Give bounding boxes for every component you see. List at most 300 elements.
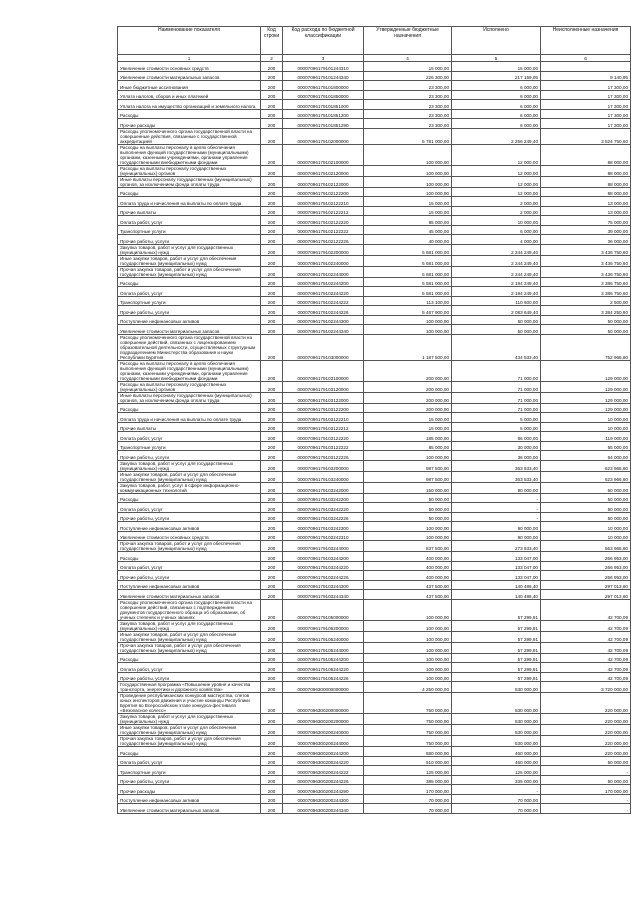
executed-amount-cell: 217 159,05 bbox=[452, 71, 541, 81]
table-row bbox=[118, 620, 631, 631]
budget-execution-table bbox=[117, 26, 631, 814]
table-row bbox=[118, 503, 631, 513]
indicator-name-cell: Увеличение стоимости материальных запасов bbox=[118, 804, 261, 814]
executed-amount-cell: 71 000,00 bbox=[452, 360, 541, 381]
table-row bbox=[118, 599, 631, 620]
executed-amount-cell: 57 299,91 bbox=[452, 672, 541, 682]
budget-code-cell: 00007096179103100000 bbox=[283, 360, 364, 381]
remaining-amount-cell: 220 000,00 bbox=[541, 747, 631, 757]
approved-amount-cell: 100 000,00 bbox=[364, 144, 452, 165]
line-code-cell: 200 bbox=[261, 682, 283, 693]
approved-amount-cell: 750 000,00 bbox=[364, 736, 452, 747]
table-row bbox=[118, 119, 631, 129]
approved-amount-cell: 437 500,00 bbox=[364, 580, 452, 590]
approved-amount-cell: 100 000,00 bbox=[364, 531, 452, 541]
executed-amount-cell: 335 000,00 bbox=[452, 775, 541, 785]
remaining-amount-cell: 50 000,00 bbox=[541, 512, 631, 522]
remaining-amount-cell: 129 000,00 bbox=[541, 360, 631, 381]
table-row bbox=[118, 176, 631, 187]
executed-amount-cell: 50 000,00 bbox=[452, 315, 541, 325]
table-row bbox=[118, 315, 631, 325]
line-code-cell: 200 bbox=[261, 512, 283, 522]
budget-code-cell: 00007096300200200000 bbox=[283, 714, 364, 725]
indicator-name-cell: Расходы уполномоченного органа государственной власти на совершенные действия, связанные с государственной аккредитацией bbox=[118, 128, 261, 144]
column-number: 2 bbox=[261, 55, 283, 62]
indicator-name-cell: Прочие работы, услуги bbox=[118, 235, 261, 245]
table-row bbox=[118, 693, 631, 714]
table-row bbox=[118, 81, 631, 91]
executed-amount-cell: 530 000,00 bbox=[452, 725, 541, 736]
executed-amount-cell: 6 000,00 bbox=[452, 90, 541, 100]
header-remaining: Неисполненные назначения bbox=[541, 27, 631, 55]
budget-code-cell: 00007096300200000000 bbox=[283, 693, 364, 714]
approved-amount-cell: 100 000,00 bbox=[364, 599, 452, 620]
indicator-name-cell: Поступление нефинансовых активов bbox=[118, 580, 261, 590]
executed-amount-cell: 57 299,91 bbox=[452, 631, 541, 642]
budget-code-cell: 00007096179103244226 bbox=[283, 571, 364, 581]
indicator-name-cell: Увеличение стоимости материальных запасов bbox=[118, 71, 261, 81]
indicator-name-cell: Закупка товаров, работ и услуг для государственных (муниципальных) нужд bbox=[118, 620, 261, 631]
remaining-amount-cell: 9 140,95 bbox=[541, 71, 631, 81]
approved-amount-cell: 23 300,00 bbox=[364, 109, 452, 119]
approved-amount-cell: 5 681 000,00 bbox=[364, 266, 452, 277]
approved-amount-cell: 170 000,00 bbox=[364, 785, 452, 795]
line-code-cell: 200 bbox=[261, 736, 283, 747]
line-code-cell: 200 bbox=[261, 747, 283, 757]
budget-code-cell: 00007096179102100000 bbox=[283, 144, 364, 165]
budget-code-cell: 00007096300200244226 bbox=[283, 775, 364, 785]
indicator-name-cell: Увеличение стоимости материальных запасов bbox=[118, 590, 261, 600]
table-row bbox=[118, 482, 631, 493]
remaining-amount-cell: 266 953,00 bbox=[541, 552, 631, 562]
indicator-name-cell: Расходы уполномоченного органа государственной власти на совершение действий, связанных с подтверждением документов государственного образца об образовании, об ученых степенях и ученых званиях bbox=[118, 599, 261, 620]
header-executed: Исполнено bbox=[452, 27, 541, 55]
line-code-cell: 200 bbox=[261, 552, 283, 562]
remaining-amount-cell: 266 953,00 bbox=[541, 561, 631, 571]
executed-amount-cell: 57 299,91 bbox=[452, 653, 541, 663]
remaining-amount-cell: 75 000,00 bbox=[541, 216, 631, 226]
budget-code-cell: 00007096179102122220 bbox=[283, 216, 364, 226]
budget-code-cell: 00007096179105240000 bbox=[283, 631, 364, 642]
table-row bbox=[118, 187, 631, 197]
table-row bbox=[118, 663, 631, 673]
executed-amount-cell: 57 299,91 bbox=[452, 620, 541, 631]
remaining-amount-cell: 55 000,00 bbox=[541, 441, 631, 451]
indicator-name-cell: Увеличение стоимости основных средств bbox=[118, 531, 261, 541]
line-code-cell: 200 bbox=[261, 471, 283, 482]
indicator-name-cell: Иные закупки товаров, работ и услуг для обеспечения государственных (муниципальных) нужд bbox=[118, 255, 261, 266]
approved-amount-cell: 185 000,00 bbox=[364, 432, 452, 442]
executed-amount-cell: 2 244 249,40 bbox=[452, 244, 541, 255]
budget-code-cell: 00007096179103122222 bbox=[283, 441, 364, 451]
remaining-amount-cell: 129 000,00 bbox=[541, 381, 631, 392]
remaining-amount-cell: 297 013,60 bbox=[541, 590, 631, 600]
indicator-name-cell: Закупка товаров, работ и услуг для государственных (муниципальных) нужд bbox=[118, 460, 261, 471]
line-code-cell: 200 bbox=[261, 503, 283, 513]
executed-amount-cell: 57 299,91 bbox=[452, 642, 541, 653]
column-number: 4 bbox=[364, 55, 452, 62]
approved-amount-cell: 5 781 000,00 bbox=[364, 128, 452, 144]
indicator-name-cell: Оплата работ, услуг bbox=[118, 663, 261, 673]
budget-code-cell: 00007096179103242000 bbox=[283, 482, 364, 493]
executed-amount-cell: 2 083 649,40 bbox=[452, 306, 541, 316]
executed-amount-cell: 133 047,00 bbox=[452, 552, 541, 562]
table-row bbox=[118, 631, 631, 642]
table-row bbox=[118, 325, 631, 335]
approved-amount-cell: 125 000,00 bbox=[364, 766, 452, 776]
budget-code-cell: 00007096179102244340 bbox=[283, 325, 364, 335]
line-code-cell: 200 bbox=[261, 403, 283, 413]
remaining-amount-cell: 17 300,00 bbox=[541, 109, 631, 119]
remaining-amount-cell: 17 300,00 bbox=[541, 119, 631, 129]
approved-amount-cell: 15 000,00 bbox=[364, 206, 452, 216]
budget-code-cell: 00007096179103242310 bbox=[283, 531, 364, 541]
line-code-cell: 200 bbox=[261, 642, 283, 653]
table-row bbox=[118, 296, 631, 306]
approved-amount-cell: 100 000,00 bbox=[364, 663, 452, 673]
remaining-amount-cell: 3 384 250,60 bbox=[541, 306, 631, 316]
executed-amount-cell: 2 244 249,40 bbox=[452, 255, 541, 266]
table-row bbox=[118, 541, 631, 552]
header-indicator-name: Наименование показателя bbox=[118, 27, 261, 55]
budget-code-cell: 00007096300200244290 bbox=[283, 785, 364, 795]
approved-amount-cell: 100 000,00 bbox=[364, 325, 452, 335]
executed-amount-cell: 460 000,00 bbox=[452, 747, 541, 757]
header-budget-code: Код расхода по бюджетной классификации bbox=[283, 27, 364, 55]
budget-code-cell: 00007096179103122000 bbox=[283, 392, 364, 403]
indicator-name-cell: Прочие работы, услуги bbox=[118, 571, 261, 581]
approved-amount-cell: 50 000,00 bbox=[364, 493, 452, 503]
indicator-name-cell: Проведение республиканских конкурсов мастерства, слетов юных инспекторов движения и участие команды Республики Бурятия во Всероссийском этапе конкурса-фестиваля «Безопасное колесо» bbox=[118, 693, 261, 714]
budget-code-cell: 00007096179101851000 bbox=[283, 100, 364, 110]
indicator-name-cell: Расходы на выплаты персоналу в целях обеспечения выполнения функций государственными (муниципальными) органами, казенными учреждениями, органами управления государственными внебюджетными фондами bbox=[118, 360, 261, 381]
executed-amount-cell: 12 000,00 bbox=[452, 165, 541, 176]
budget-code-cell: 00007096179103120000 bbox=[283, 381, 364, 392]
remaining-amount-cell: 266 953,00 bbox=[541, 571, 631, 581]
line-code-cell: 200 bbox=[261, 235, 283, 245]
indicator-name-cell: Расходы на выплаты персоналу в целях обеспечения выполнения функций государственными (муниципальными) органами, казенными учреждениями, органами управления государственными внебюджетными фондами bbox=[118, 144, 261, 165]
column-number-row bbox=[118, 55, 631, 62]
remaining-amount-cell: 623 966,60 bbox=[541, 471, 631, 482]
approved-amount-cell: 837 500,00 bbox=[364, 541, 452, 552]
executed-amount-cell: 434 533,40 bbox=[452, 334, 541, 360]
remaining-amount-cell: 42 700,09 bbox=[541, 653, 631, 663]
budget-code-cell: 00007096179103244000 bbox=[283, 541, 364, 552]
executed-amount-cell: 140 486,40 bbox=[452, 580, 541, 590]
executed-amount-cell: 125 000,00 bbox=[452, 766, 541, 776]
budget-code-cell: 00007096179102122200 bbox=[283, 187, 364, 197]
line-code-cell: 200 bbox=[261, 599, 283, 620]
table-row bbox=[118, 100, 631, 110]
executed-amount-cell: 6 000,00 bbox=[452, 225, 541, 235]
column-number: 3 bbox=[283, 55, 364, 62]
budget-code-cell: 00007096179103122200 bbox=[283, 403, 364, 413]
budget-code-cell: 00007096179102244220 bbox=[283, 287, 364, 297]
executed-amount-cell: 133 047,00 bbox=[452, 561, 541, 571]
executed-amount-cell: 2 000,00 bbox=[452, 197, 541, 207]
table-body bbox=[118, 62, 631, 814]
approved-amount-cell: 15 000,00 bbox=[364, 422, 452, 432]
line-code-cell: 200 bbox=[261, 804, 283, 814]
line-code-cell: 200 bbox=[261, 725, 283, 736]
indicator-name-cell: Увеличение стоимости основных средств bbox=[118, 62, 261, 72]
approved-amount-cell: 100 000,00 bbox=[364, 672, 452, 682]
executed-amount-cell: 70 000,00 bbox=[452, 794, 541, 804]
indicator-name-cell: Прочие работы, услуги bbox=[118, 451, 261, 461]
table-row bbox=[118, 642, 631, 653]
table-row bbox=[118, 360, 631, 381]
budget-code-cell: 00007096179102200000 bbox=[283, 244, 364, 255]
remaining-amount-cell: - bbox=[541, 766, 631, 776]
line-code-cell: 200 bbox=[261, 277, 283, 287]
line-code-cell: 200 bbox=[261, 785, 283, 795]
line-code-cell: 200 bbox=[261, 325, 283, 335]
approved-amount-cell: 23 300,00 bbox=[364, 119, 452, 129]
executed-amount-cell: 363 533,40 bbox=[452, 471, 541, 482]
table-row bbox=[118, 165, 631, 176]
budget-code-cell: 00007096179102120000 bbox=[283, 165, 364, 176]
indicator-name-cell: Расходы bbox=[118, 493, 261, 503]
remaining-amount-cell: 129 000,00 bbox=[541, 392, 631, 403]
remaining-amount-cell: 88 000,00 bbox=[541, 165, 631, 176]
indicator-name-cell: Расходы bbox=[118, 653, 261, 663]
approved-amount-cell: 100 000,00 bbox=[364, 522, 452, 532]
remaining-amount-cell: 36 000,00 bbox=[541, 235, 631, 245]
approved-amount-cell: 987 500,00 bbox=[364, 471, 452, 482]
indicator-name-cell: Транспортные услуги bbox=[118, 225, 261, 235]
line-code-cell: 200 bbox=[261, 315, 283, 325]
budget-code-cell: 00007096179103244220 bbox=[283, 561, 364, 571]
budget-code-cell: 00007096179103122226 bbox=[283, 451, 364, 461]
line-code-cell: 200 bbox=[261, 766, 283, 776]
budget-code-cell: 00007096179103122220 bbox=[283, 432, 364, 442]
approved-amount-cell: 100 000,00 bbox=[364, 620, 452, 631]
budget-code-cell: 00007096179101244340 bbox=[283, 71, 364, 81]
approved-amount-cell: 23 300,00 bbox=[364, 81, 452, 91]
executed-amount-cell: 6 000,00 bbox=[452, 100, 541, 110]
budget-code-cell: 00007096179103200000 bbox=[283, 460, 364, 471]
table-row bbox=[118, 109, 631, 119]
executed-amount-cell: 90 000,00 bbox=[452, 482, 541, 493]
remaining-amount-cell: 13 000,00 bbox=[541, 206, 631, 216]
table-row bbox=[118, 144, 631, 165]
table-row bbox=[118, 255, 631, 266]
indicator-name-cell: Расходы bbox=[118, 277, 261, 287]
budget-code-cell: 00007096179101800000 bbox=[283, 81, 364, 91]
approved-amount-cell: 987 500,00 bbox=[364, 460, 452, 471]
approved-amount-cell: 1 187 500,00 bbox=[364, 334, 452, 360]
executed-amount-cell: 2 244 249,40 bbox=[452, 266, 541, 277]
line-code-cell: 200 bbox=[261, 460, 283, 471]
table-row bbox=[118, 736, 631, 747]
approved-amount-cell: 437 500,00 bbox=[364, 590, 452, 600]
executed-amount-cell: 36 000,00 bbox=[452, 451, 541, 461]
approved-amount-cell: 400 000,00 bbox=[364, 561, 452, 571]
line-code-cell: 200 bbox=[261, 360, 283, 381]
approved-amount-cell: 750 000,00 bbox=[364, 693, 452, 714]
remaining-amount-cell: 88 000,00 bbox=[541, 176, 631, 187]
approved-amount-cell: 5 581 000,00 bbox=[364, 287, 452, 297]
remaining-amount-cell: 752 966,60 bbox=[541, 334, 631, 360]
executed-amount-cell: 110 600,00 bbox=[452, 296, 541, 306]
line-code-cell: 200 bbox=[261, 71, 283, 81]
table-row bbox=[118, 451, 631, 461]
executed-amount-cell: 6 000,00 bbox=[452, 109, 541, 119]
table-row bbox=[118, 531, 631, 541]
table-row bbox=[118, 225, 631, 235]
line-code-cell: 200 bbox=[261, 541, 283, 552]
line-code-cell: 200 bbox=[261, 580, 283, 590]
remaining-amount-cell: 42 700,09 bbox=[541, 663, 631, 673]
indicator-name-cell: Оплата работ, услуг bbox=[118, 561, 261, 571]
table-row bbox=[118, 128, 631, 144]
budget-code-cell: 00007096179101851290 bbox=[283, 119, 364, 129]
line-code-cell: 200 bbox=[261, 119, 283, 129]
line-code-cell: 200 bbox=[261, 62, 283, 72]
indicator-name-cell: Увеличение стоимости материальных запасов bbox=[118, 325, 261, 335]
approved-amount-cell: 70 000,00 bbox=[364, 794, 452, 804]
indicator-name-cell: Расходы bbox=[118, 747, 261, 757]
table-row bbox=[118, 403, 631, 413]
table-row bbox=[118, 432, 631, 442]
indicator-name-cell: Расходы на выплаты персоналу государственных (муниципальных) органов bbox=[118, 381, 261, 392]
approved-amount-cell: 50 000,00 bbox=[364, 512, 452, 522]
column-number: 5 bbox=[452, 55, 541, 62]
executed-amount-cell: 90 000,00 bbox=[452, 531, 541, 541]
executed-amount-cell: - bbox=[452, 503, 541, 513]
line-code-cell: 200 bbox=[261, 631, 283, 642]
indicator-name-cell: Прочая закупка товаров, работ и услуг для обеспечения государственных (муниципальных) нужд bbox=[118, 266, 261, 277]
table-row bbox=[118, 90, 631, 100]
line-code-cell: 200 bbox=[261, 334, 283, 360]
indicator-name-cell: Прочие работы, услуги bbox=[118, 512, 261, 522]
remaining-amount-cell: 10 000,00 bbox=[541, 422, 631, 432]
table-row bbox=[118, 653, 631, 663]
line-code-cell: 200 bbox=[261, 413, 283, 423]
budget-code-cell: 00007096179103122212 bbox=[283, 422, 364, 432]
budget-code-cell: 00007096179103242300 bbox=[283, 522, 364, 532]
budget-code-cell: 00007096179101851200 bbox=[283, 109, 364, 119]
table-row bbox=[118, 561, 631, 571]
line-code-cell: 200 bbox=[261, 109, 283, 119]
line-code-cell: 200 bbox=[261, 90, 283, 100]
table-row bbox=[118, 552, 631, 562]
budget-code-cell: 00007096300200244220 bbox=[283, 756, 364, 766]
approved-amount-cell: 200 000,00 bbox=[364, 403, 452, 413]
table-row bbox=[118, 785, 631, 795]
remaining-amount-cell: 60 000,00 bbox=[541, 482, 631, 493]
indicator-name-cell: Транспортные услуги bbox=[118, 296, 261, 306]
table-row bbox=[118, 682, 631, 693]
remaining-amount-cell: 170 000,00 bbox=[541, 785, 631, 795]
header-row bbox=[118, 27, 631, 55]
table-row bbox=[118, 422, 631, 432]
budget-code-cell: 00007096179102000000 bbox=[283, 128, 364, 144]
indicator-name-cell: Иные закупки товаров, работ и услуг для обеспечения государственных (муниципальных) нужд bbox=[118, 631, 261, 642]
indicator-name-cell: Оплата работ, услуг bbox=[118, 503, 261, 513]
line-code-cell: 200 bbox=[261, 255, 283, 266]
approved-amount-cell: 750 000,00 bbox=[364, 714, 452, 725]
budget-code-cell: 00007096179105244220 bbox=[283, 663, 364, 673]
indicator-name-cell: Прочие расходы bbox=[118, 119, 261, 129]
budget-code-cell: 00007096179103240000 bbox=[283, 471, 364, 482]
line-code-cell: 200 bbox=[261, 432, 283, 442]
indicator-name-cell: Расходы bbox=[118, 552, 261, 562]
indicator-name-cell: Оплата работ, услуг bbox=[118, 432, 261, 442]
table-row bbox=[118, 766, 631, 776]
approved-amount-cell: 23 300,00 bbox=[364, 100, 452, 110]
approved-amount-cell: 200 000,00 bbox=[364, 392, 452, 403]
budget-code-cell: 00007096300200240000 bbox=[283, 725, 364, 736]
line-code-cell: 200 bbox=[261, 381, 283, 392]
line-code-cell: 200 bbox=[261, 287, 283, 297]
table-row bbox=[118, 413, 631, 423]
executed-amount-cell: 460 000,00 bbox=[452, 756, 541, 766]
remaining-amount-cell: 2 500,00 bbox=[541, 296, 631, 306]
indicator-name-cell: Оплата работ, услуг bbox=[118, 287, 261, 297]
executed-amount-cell: 12 000,00 bbox=[452, 176, 541, 187]
approved-amount-cell: 40 000,00 bbox=[364, 235, 452, 245]
indicator-name-cell: Расходы bbox=[118, 187, 261, 197]
approved-amount-cell: 15 000,00 bbox=[364, 62, 452, 72]
budget-code-cell: 00007096300200244222 bbox=[283, 766, 364, 776]
executed-amount-cell: 530 000,00 bbox=[452, 736, 541, 747]
indicator-name-cell: Оплата труда и начисления на выплаты по оплате труда bbox=[118, 413, 261, 423]
remaining-amount-cell: 3 436 750,60 bbox=[541, 255, 631, 266]
executed-amount-cell: 70 000,00 bbox=[452, 804, 541, 814]
executed-amount-cell: 57 299,91 bbox=[452, 599, 541, 620]
indicator-name-cell: Транспортные услуги bbox=[118, 441, 261, 451]
executed-amount-cell: - bbox=[452, 512, 541, 522]
table-row bbox=[118, 381, 631, 392]
indicator-name-cell: Прочие расходы bbox=[118, 785, 261, 795]
indicator-name-cell: Закупка товаров, работ, услуг в сфере информационно-коммуникационных технологий bbox=[118, 482, 261, 493]
line-code-cell: 200 bbox=[261, 714, 283, 725]
approved-amount-cell: 5 581 000,00 bbox=[364, 277, 452, 287]
indicator-name-cell: Оплата работ, услуг bbox=[118, 756, 261, 766]
line-code-cell: 200 bbox=[261, 100, 283, 110]
table-row bbox=[118, 580, 631, 590]
remaining-amount-cell: 119 000,00 bbox=[541, 432, 631, 442]
indicator-name-cell: Расходы на выплаты персоналу государственных (муниципальных) органов bbox=[118, 165, 261, 176]
line-code-cell: 200 bbox=[261, 225, 283, 235]
approved-amount-cell: 400 000,00 bbox=[364, 552, 452, 562]
approved-amount-cell: 400 000,00 bbox=[364, 571, 452, 581]
executed-amount-cell: 10 000,00 bbox=[452, 216, 541, 226]
table-row bbox=[118, 672, 631, 682]
budget-code-cell: 00007096179103242220 bbox=[283, 503, 364, 513]
indicator-name-cell: Прочие выплаты bbox=[118, 422, 261, 432]
remaining-amount-cell: 220 000,00 bbox=[541, 736, 631, 747]
indicator-name-cell: Прочая закупка товаров, работ и услуг для обеспечения государственных (муниципальных) нужд bbox=[118, 736, 261, 747]
line-code-cell: 200 bbox=[261, 482, 283, 493]
remaining-amount-cell: 42 700,09 bbox=[541, 599, 631, 620]
executed-amount-cell: 133 047,00 bbox=[452, 571, 541, 581]
budget-code-cell: 00007096179105200000 bbox=[283, 620, 364, 631]
remaining-amount-cell: 39 000,00 bbox=[541, 225, 631, 235]
table-row bbox=[118, 804, 631, 814]
budget-code-cell: 00007096179101244310 bbox=[283, 62, 364, 72]
remaining-amount-cell: 3 386 750,60 bbox=[541, 287, 631, 297]
remaining-amount-cell: - bbox=[541, 804, 631, 814]
budget-code-cell: 00007096179103242226 bbox=[283, 512, 364, 522]
executed-amount-cell: 6 000,00 bbox=[452, 119, 541, 129]
remaining-amount-cell: 50 000,00 bbox=[541, 493, 631, 503]
table-header bbox=[118, 27, 631, 62]
table-row bbox=[118, 216, 631, 226]
approved-amount-cell: 5 681 000,00 bbox=[364, 244, 452, 255]
executed-amount-cell: 2 000,00 bbox=[452, 206, 541, 216]
